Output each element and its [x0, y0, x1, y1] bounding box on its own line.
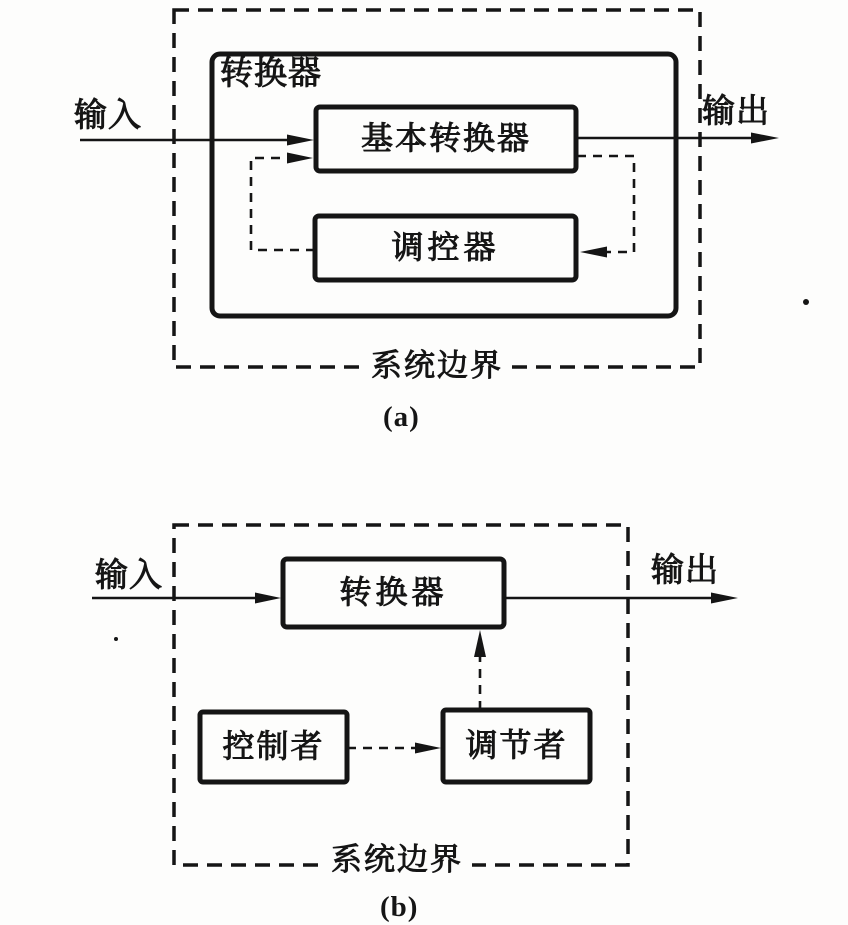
input-label-a: 输入 [74, 96, 142, 133]
output-label-b: 输出 [651, 551, 719, 588]
basic-converter-label: 基本转换器 [360, 120, 531, 157]
input-label-b: 输入 [95, 556, 163, 593]
converter-outer-label: 转换器 [220, 54, 322, 91]
system-boundary-label-b: 系统边界 [322, 844, 472, 877]
scan-speck [803, 299, 809, 305]
regulator-label-b: 调节者 [465, 727, 568, 764]
system-boundary-label-a: 系统边界 [362, 350, 512, 383]
controller-to-regulator-arrowhead [415, 743, 441, 754]
caption-b: (b) [380, 891, 419, 923]
scan-speck [114, 637, 118, 641]
caption-a: (a) [383, 401, 420, 433]
converter-label-b: 转换器 [339, 574, 448, 611]
output-arrowhead-a [751, 133, 779, 144]
controller-label: 控制者 [222, 728, 325, 765]
output-label-a: 输出 [702, 92, 770, 129]
input-arrowhead-b [255, 593, 281, 604]
regulator-to-converter-arrowhead [474, 630, 486, 657]
output-arrowhead-b [711, 593, 738, 604]
regulator-label-a: 调控器 [391, 229, 500, 266]
